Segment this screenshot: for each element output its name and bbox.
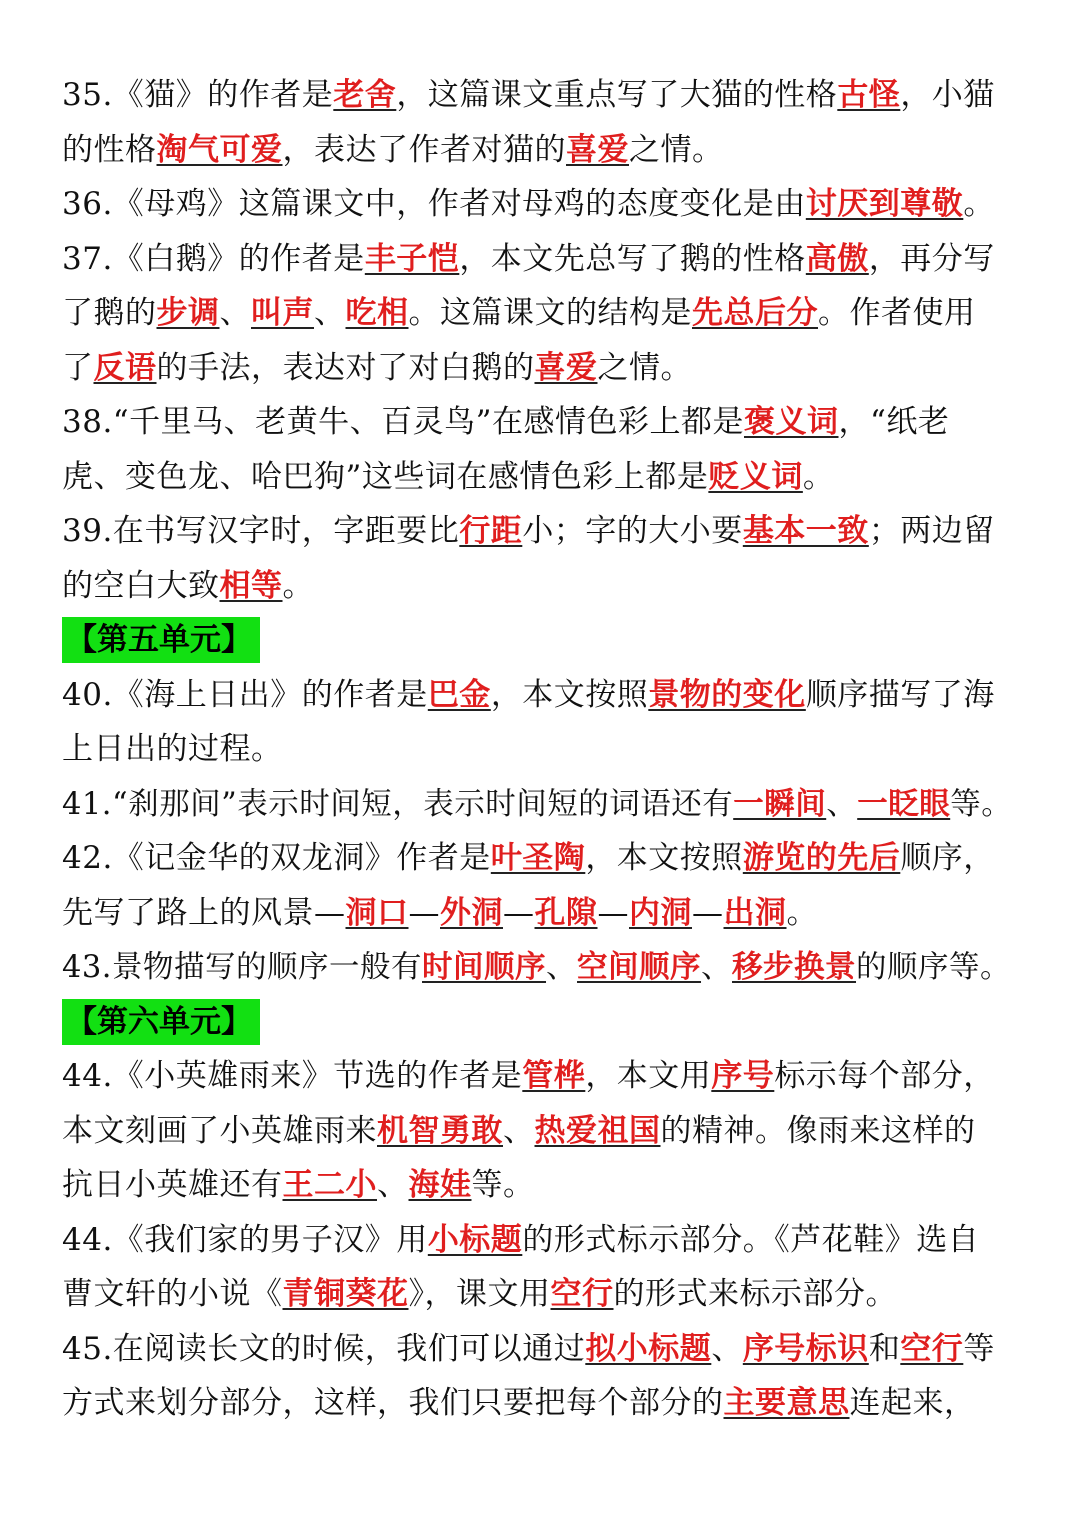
body-text: 曹文轩的小说《 <box>62 1276 283 1312</box>
text-line <box>62 232 1022 287</box>
text-line <box>62 1322 1022 1377</box>
answer-text: 贬义词 <box>708 458 803 495</box>
answer-text: 老舍 <box>333 77 397 113</box>
body-text: 。 <box>786 894 818 931</box>
body-text: 抗日小英雄还有 <box>62 1167 283 1203</box>
body-text: 的手法，表达对了对白鹅的 <box>156 349 535 386</box>
body-text: 。这篇课文的结构是 <box>408 295 692 331</box>
answer-text: 吃相 <box>345 295 409 331</box>
body-text: 虎、变色龙、哈巴狗”这些词在感情色彩上都是 <box>62 458 709 495</box>
body-text: — <box>408 894 440 931</box>
body-text: 。作者使用 <box>818 295 976 331</box>
answer-text: 空间顺序 <box>577 949 702 985</box>
answer-text: 喜爱 <box>534 349 598 386</box>
body-text: ，本文用 <box>585 1058 712 1094</box>
text-line <box>62 668 1022 723</box>
answer-text: 空行 <box>900 1330 964 1367</box>
text-line <box>62 559 1022 614</box>
body-text: 、 <box>826 786 858 822</box>
answer-text: 机智勇敢 <box>377 1112 503 1149</box>
answer-text: 喜爱 <box>566 131 629 168</box>
body-text: 、 <box>711 1330 743 1367</box>
text-line <box>62 1376 1022 1431</box>
text-line <box>62 1158 1022 1213</box>
body-text: 之情。 <box>597 349 692 386</box>
body-text: 。 <box>963 186 995 222</box>
answer-text: 洞口 <box>345 894 409 931</box>
answer-text: 出洞 <box>723 894 787 931</box>
answer-text: 古怪 <box>837 77 901 113</box>
body-text: 41.“刹那间”表示时间短，表示时间短的词语还有 <box>62 786 734 822</box>
text-line <box>62 886 1022 941</box>
body-text: 37.《白鹅》的作者是 <box>62 240 365 277</box>
body-text: 上日出的过程。 <box>62 731 283 767</box>
answer-text: 步调 <box>156 295 220 331</box>
body-text: 的空白大致 <box>62 567 220 604</box>
body-text: ，本文按照 <box>585 840 743 876</box>
body-text: 等。 <box>471 1167 535 1203</box>
body-text: 43.景物描写的顺序一般有 <box>62 950 423 985</box>
body-text: 本文刻画了小英雄雨来 <box>62 1112 377 1149</box>
body-text: 42.《记金华的双龙洞》作者是 <box>62 840 491 876</box>
body-text: ，表达了作者对猫的 <box>282 131 566 168</box>
body-text: 35.《猫》的作者是 <box>62 77 334 113</box>
answer-text: 淘气可爱 <box>156 131 283 168</box>
body-text: ，本文先总写了鹅的性格 <box>459 240 806 277</box>
answer-text: 一瞬间 <box>733 785 827 822</box>
answer-text: 主要意思 <box>723 1385 850 1421</box>
answer-text: 一眨眼 <box>857 785 951 822</box>
answer-text: 景物的变化 <box>648 676 806 713</box>
body-text: 、 <box>701 950 733 985</box>
answer-text: 移步换景 <box>732 949 857 985</box>
answer-text: 反语 <box>93 349 157 386</box>
body-text: 标示每个部分， <box>774 1058 995 1094</box>
answer-text: 叫声 <box>251 295 314 331</box>
text-line <box>62 777 1022 832</box>
answer-text: 高傲 <box>805 240 869 277</box>
body-text: 的性格 <box>62 131 157 168</box>
body-text: 顺序， <box>900 840 995 876</box>
body-text: 的形式标示部分。《芦花鞋》选自 <box>522 1221 980 1258</box>
unit-heading: 【第五单元】 <box>62 617 260 663</box>
body-text: 、 <box>377 1167 409 1203</box>
unit-heading: 【第六单元】 <box>62 999 260 1045</box>
body-text: ，小猫 <box>900 77 995 113</box>
body-text: 的精神。像雨来这样的 <box>660 1112 976 1149</box>
body-text: ，“纸老 <box>838 404 950 440</box>
answer-text: 相等 <box>219 567 283 604</box>
body-text: 先写了路上的风景— <box>62 894 346 931</box>
body-text: — <box>692 894 724 931</box>
answer-text: 序号标识 <box>742 1330 869 1367</box>
text-line <box>62 831 1022 886</box>
body-text: 了鹅的 <box>62 295 157 331</box>
body-text: 的顺序等。 <box>856 950 1012 985</box>
answer-text: 丰子恺 <box>364 240 460 277</box>
text-line <box>62 940 1022 995</box>
body-text: 、 <box>546 950 578 985</box>
text-line <box>62 395 1022 450</box>
text-line <box>62 504 1022 559</box>
body-text: 39.在书写汉字时，字距要比 <box>62 513 460 549</box>
unit-heading-row <box>62 995 1022 1050</box>
answer-text: 叶圣陶 <box>490 840 586 876</box>
answer-text: 内洞 <box>629 894 692 931</box>
body-text: ，本文按照 <box>490 676 649 713</box>
body-text: ，再分写 <box>868 240 995 277</box>
text-line <box>62 286 1022 341</box>
text-line <box>62 722 1022 777</box>
body-text: 、 <box>219 295 251 331</box>
body-text: 的形式来标示部分。 <box>613 1276 897 1312</box>
answer-text: 时间顺序 <box>422 949 547 985</box>
answer-text: 先总后分 <box>692 295 818 331</box>
body-text: 》，课文用 <box>408 1276 551 1312</box>
body-text: 了 <box>62 349 94 386</box>
answer-text: 游览的先后 <box>742 840 901 876</box>
body-text: 小；字的大小要 <box>522 513 743 549</box>
text-line <box>62 1213 1022 1268</box>
body-text: — <box>503 894 535 931</box>
answer-text: 行距 <box>459 513 523 549</box>
body-text: 顺序描写了海 <box>805 676 995 713</box>
answer-text: 序号 <box>711 1058 775 1094</box>
body-text: — <box>597 894 629 931</box>
body-text: ，这篇课文重点写了大猫的性格 <box>396 77 838 113</box>
document-page <box>62 68 1022 1431</box>
answer-text: 小标题 <box>427 1221 523 1258</box>
text-line <box>62 1049 1022 1104</box>
answer-text: 孔隙 <box>534 894 598 931</box>
body-text: 和 <box>868 1330 901 1367</box>
body-text: 、 <box>503 1112 535 1149</box>
body-text: 44.《我们家的男子汉》用 <box>62 1221 428 1258</box>
unit-heading-row <box>62 613 1022 668</box>
answer-text: 拟小标题 <box>585 1330 712 1367</box>
body-text: 连起来， <box>849 1385 976 1421</box>
answer-text: 青铜葵花 <box>282 1276 409 1312</box>
text-line <box>62 1104 1022 1159</box>
body-text: 44.《小英雄雨来》节选的作者是 <box>62 1058 523 1094</box>
answer-text: 海娃 <box>408 1167 472 1203</box>
answer-text: 褒义词 <box>744 404 839 440</box>
body-text: 等 <box>963 1330 995 1367</box>
answer-text: 巴金 <box>427 676 491 713</box>
body-text: 38.“千里马、老黄牛、百灵鸟”在感情色彩上都是 <box>62 404 744 440</box>
text-line <box>62 123 1022 178</box>
body-text: 方式来划分部分，这样，我们只要把每个部分的 <box>62 1385 724 1421</box>
answer-text: 讨厌到尊敬 <box>805 186 964 222</box>
answer-text: 热爱祖国 <box>534 1112 661 1149</box>
body-text: 、 <box>314 295 346 331</box>
body-text: 。 <box>802 458 835 495</box>
body-text: 等。 <box>950 786 1013 822</box>
answer-text: 王二小 <box>282 1167 377 1203</box>
answer-text: 管桦 <box>522 1058 586 1094</box>
body-text: ；两边留 <box>868 513 995 549</box>
body-text: 45.在阅读长文的时候，我们可以通过 <box>62 1330 586 1367</box>
text-line <box>62 341 1022 396</box>
text-line <box>62 450 1022 505</box>
answer-text: 空行 <box>550 1276 614 1312</box>
answer-text: 外洞 <box>440 894 503 931</box>
answer-text: 基本一致 <box>742 513 869 549</box>
body-text: 40.《海上日出》的作者是 <box>62 676 428 713</box>
text-line <box>62 68 1022 123</box>
body-text: 之情。 <box>629 131 724 168</box>
text-line <box>62 1267 1022 1322</box>
body-text: 36.《母鸡》这篇课文中，作者对母鸡的态度变化是由 <box>62 186 806 222</box>
text-line <box>62 177 1022 232</box>
body-text: 。 <box>282 567 314 604</box>
